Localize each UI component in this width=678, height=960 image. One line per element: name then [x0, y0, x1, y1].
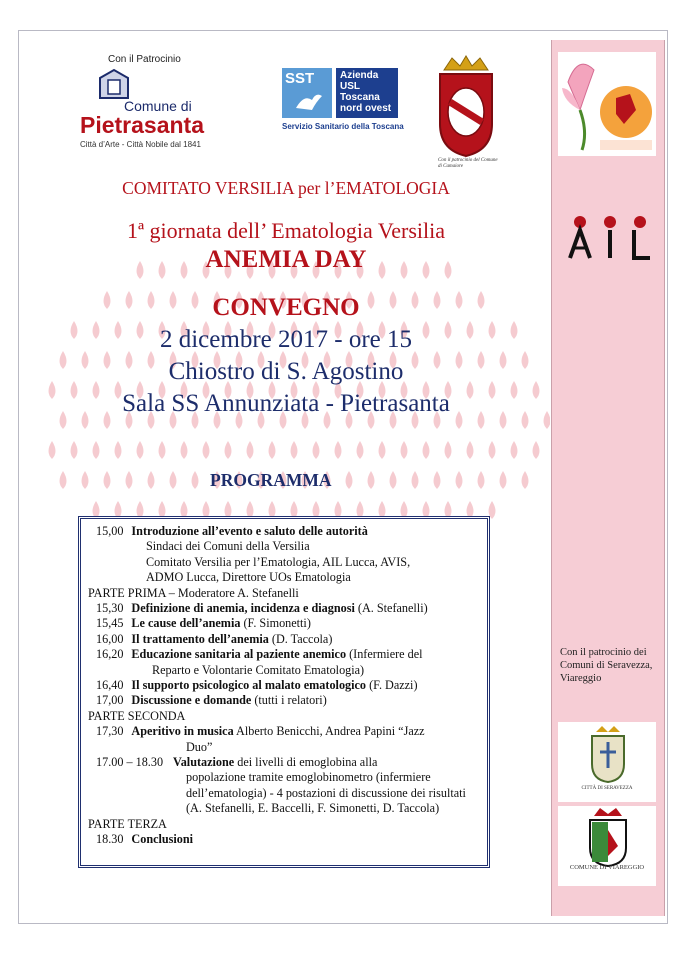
blood-drop-icon	[445, 441, 452, 459]
blood-drop-icon	[478, 471, 485, 489]
program-item	[186, 801, 439, 816]
program-title: Educazione sanitaria al paziente anemico	[131, 647, 347, 662]
program-item	[186, 786, 466, 801]
blood-drop-icon	[467, 441, 474, 459]
seravezza-logo-card	[558, 722, 656, 802]
blood-drop-icon	[181, 441, 188, 459]
event-date: 2 dicembre 2017 - ore 15	[159, 326, 412, 353]
blood-drop-icon	[71, 441, 78, 459]
program-detail: (A. Stefanelli, E. Baccelli, F. Simonetti, D. Taccola)	[186, 801, 440, 816]
program-item	[96, 647, 423, 662]
blood-drop-icon	[93, 441, 100, 459]
pietrasanta-comune-di: Comune di	[124, 98, 192, 114]
blood-drop-icon	[126, 471, 133, 489]
blood-drop-icon	[489, 441, 496, 459]
program-item	[96, 632, 332, 647]
blood-drop-icon	[423, 441, 430, 459]
ail-figures-icon	[562, 210, 658, 266]
program-detail: Duo”	[186, 739, 213, 754]
program-time: 18.30	[96, 832, 124, 846]
program-detail: PARTE TERZA	[88, 816, 167, 831]
blood-drop-icon	[269, 441, 276, 459]
program-detail: Alberto Benicchi, Andrea Papini “Jazz	[233, 724, 425, 739]
blood-drop-icon	[522, 471, 529, 489]
seravezza-caption: CITTÀ DI SERAVEZZA	[581, 786, 633, 791]
viareggio-crest-icon	[558, 806, 656, 868]
program-time: 16,40	[96, 678, 124, 692]
blood-drop-icon	[434, 471, 441, 489]
sst-azienda: Azienda	[340, 70, 379, 81]
program-item	[96, 601, 428, 616]
program-time: 17.00 – 18.30	[96, 755, 164, 769]
program-item	[146, 539, 310, 554]
program-detail: (A. Stefanelli)	[354, 601, 428, 615]
sst-logo	[282, 68, 404, 134]
blood-drop-icon	[159, 441, 166, 459]
program-title: Valutazione	[173, 755, 235, 769]
giornata-heading: 1ª giornata dell’ Ematologia Versilia	[126, 218, 446, 243]
program-title: Il supporto psicologico al malato ematologico	[131, 678, 367, 692]
blood-drop-icon	[412, 471, 419, 489]
blood-drop-icon	[313, 441, 320, 459]
program-time: 17,00	[96, 693, 124, 708]
patrocinio-label: Con il Patrocinio	[108, 54, 181, 65]
camaiore-crest	[434, 54, 504, 174]
program-detail: (D. Taccola)	[268, 631, 333, 646]
program-detail: dell’ematologia) - 4 postazioni di discussione dei risultati	[186, 785, 466, 800]
program-item	[88, 709, 185, 724]
convegno-heading: CONVEGNO	[212, 294, 360, 321]
blood-drop-icon	[225, 441, 232, 459]
anemia-day-heading: ANEMIA DAY	[205, 246, 367, 273]
program-item	[96, 724, 425, 739]
blood-drop-icon	[192, 471, 199, 489]
program-detail: (tutti i relatori)	[251, 693, 327, 708]
sst-toscana: Toscana	[340, 92, 380, 103]
sst-usl: USL	[340, 81, 360, 92]
blood-drop-icon	[357, 441, 364, 459]
blood-drop-icon	[379, 441, 386, 459]
venue-line-2: Sala SS Annunziata - Pietrasanta	[122, 390, 450, 417]
program-item	[152, 663, 364, 678]
blood-drop-icon	[170, 471, 177, 489]
blood-drop-icon	[49, 441, 56, 459]
pietrasanta-motto: Città d’Arte - Città Nobile dal 1841	[80, 140, 201, 149]
sst-nord-ovest: nord ovest	[340, 103, 392, 114]
blood-drop-icon	[401, 441, 408, 459]
program-detail: dei livelli di emoglobina alla	[234, 755, 378, 769]
blood-drop-icon	[60, 471, 67, 489]
program-item	[96, 678, 418, 693]
sidebar-patrocinio-text: Con il patrocinio dei Comuni di Seravezza, Viareggio	[560, 647, 653, 684]
blood-drop-icon	[500, 471, 507, 489]
viareggio-logo-card	[558, 806, 656, 886]
blood-drop-icon	[390, 471, 397, 489]
program-item	[88, 586, 299, 601]
blood-drop-icon	[148, 471, 155, 489]
venue-line-1: Chiostro di S. Agostino	[168, 358, 404, 385]
blood-drop-icon	[335, 441, 342, 459]
blood-drop-icon	[456, 471, 463, 489]
blood-drop-icon	[533, 441, 540, 459]
blood-drop-icon	[346, 471, 353, 489]
bird-icon	[294, 90, 324, 112]
program-title: Definizione di anemia, incidenza e diagnosi	[131, 601, 355, 615]
ail-logo	[562, 210, 658, 266]
pietrasanta-name: Pietrasanta	[80, 112, 205, 138]
blood-drop-icon	[104, 471, 111, 489]
program-time: 15,30	[96, 601, 124, 615]
program-title: Il trattamento dell’anemia	[131, 631, 269, 646]
program-title: Conclusioni	[131, 832, 194, 846]
program-detail: Reparto e Volontarie Comitato Ematologia)	[152, 662, 365, 677]
program-title: Le cause dell’anemia	[131, 616, 241, 631]
program-time: 16,00	[96, 631, 124, 646]
sst-mark: SST	[285, 70, 315, 87]
program-detail: PARTE SECONDA	[88, 708, 186, 723]
pietrasanta-logo	[80, 68, 220, 148]
program-title: Discussione e domande	[131, 693, 252, 708]
blood-drop-icon	[203, 441, 210, 459]
program-detail: (F. Simonetti)	[240, 616, 311, 631]
program-item	[186, 770, 431, 785]
program-item	[88, 817, 167, 832]
program-item	[96, 524, 368, 539]
cyclamen-logo-card	[558, 52, 656, 156]
program-item	[186, 740, 212, 755]
program-item	[96, 693, 327, 708]
program-title: Introduzione all’evento e saluto delle autorità	[131, 524, 368, 538]
blood-drop-icon	[137, 441, 144, 459]
program-detail: Comitato Versilia per l’Ematologia, AIL Lucca, AVIS,	[146, 554, 411, 569]
blood-drop-icon	[82, 471, 89, 489]
program-time: 16,20	[96, 647, 124, 662]
sst-servizio: Servizio Sanitario della Toscana	[282, 122, 404, 131]
program-detail: Sindaci dei Comuni della Versilia	[146, 539, 310, 554]
program-item	[146, 570, 351, 585]
blood-drop-icon	[291, 441, 298, 459]
program-time: 17,30	[96, 724, 124, 739]
program-item	[96, 616, 311, 631]
program-item	[96, 832, 193, 847]
seravezza-crest-icon	[558, 722, 656, 784]
program-detail: ADMO Lucca, Direttore UOs Ematologia	[146, 570, 351, 585]
program-item	[146, 555, 410, 570]
blood-drop-icon	[247, 441, 254, 459]
program-title: Aperitivo in musica	[131, 724, 234, 739]
viareggio-caption: COMUNE DI VIAREGGIO	[569, 864, 645, 871]
program-detail: (F. Dazzi)	[366, 678, 418, 692]
programma-heading: PROGRAMMA	[210, 470, 332, 490]
program-time: 15,45	[96, 616, 124, 631]
program-detail: popolazione tramite emoglobinometro (infermiere	[186, 770, 431, 785]
blood-drop-icon	[511, 441, 518, 459]
program-detail: (Infermiere del	[346, 647, 423, 662]
blood-drop-icon	[368, 471, 375, 489]
program-detail: PARTE PRIMA – Moderatore A. Stefanelli	[88, 585, 299, 600]
program-item	[96, 755, 377, 770]
cyclamen-flower-icon	[558, 52, 656, 156]
camaiore-caption: Con il patrocinio del Comune di Camaiore	[438, 158, 498, 169]
comitato-heading: COMITATO VERSILIA per l’EMATOLOGIA	[122, 178, 450, 198]
blood-drop-icon	[115, 441, 122, 459]
program-time: 15,00	[96, 524, 124, 538]
pietrasanta-crest-icon	[94, 68, 134, 102]
camaiore-crest-icon	[434, 54, 498, 158]
